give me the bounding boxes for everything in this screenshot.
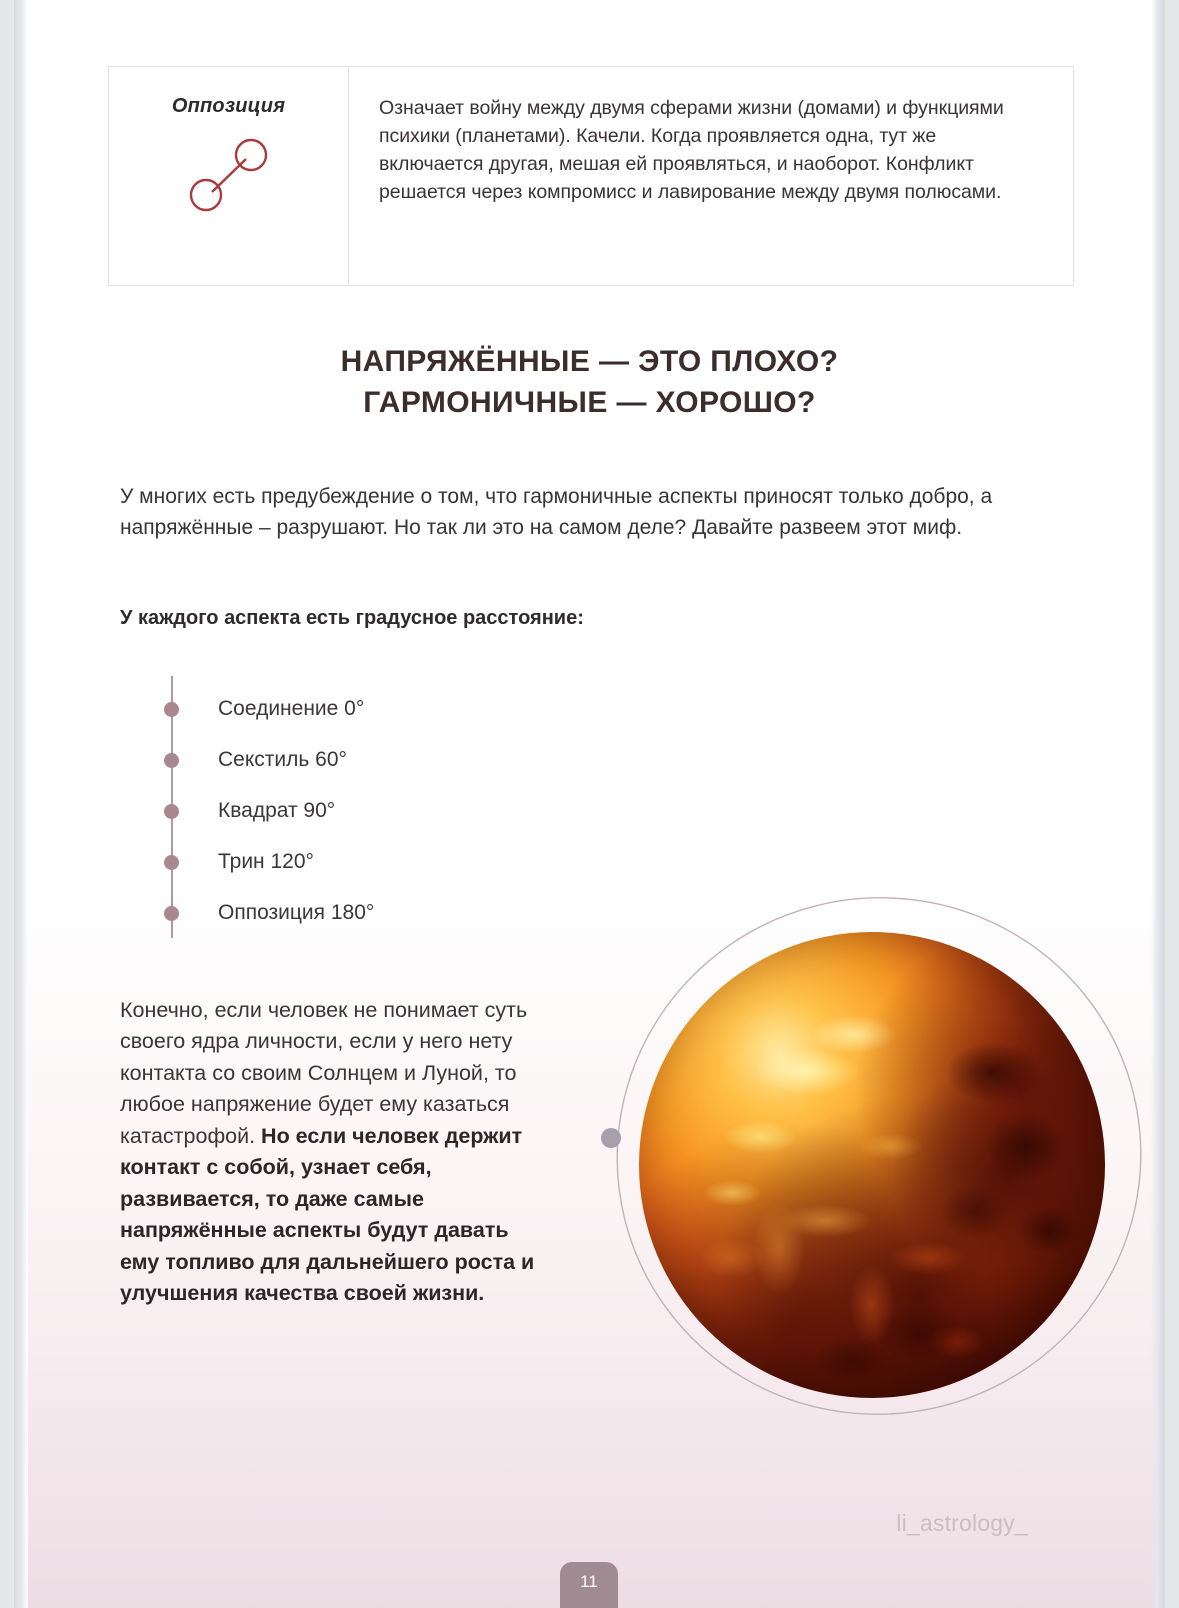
- orbit-dot-left-icon: [601, 1128, 621, 1148]
- timeline-dot-icon: [164, 855, 179, 870]
- page-title-line-2: ГАРМОНИЧНЫЕ — ХОРОШО?: [363, 385, 816, 419]
- timeline-dot-icon: [164, 753, 179, 768]
- page-sheet: [14, 0, 1165, 1608]
- aspect-name-cell: [109, 67, 349, 285]
- timeline-item-label: Трин 120°: [218, 850, 314, 873]
- planet-sphere: [639, 932, 1105, 1398]
- page-number-badge: 11: [560, 1562, 618, 1608]
- aspect-name-label: Оппозиция: [171, 95, 286, 117]
- timeline-dot-icon: [164, 804, 179, 819]
- page-right-edge-shadow: [1151, 0, 1165, 1608]
- degrees-subheading: У каждого аспекта есть градусное расстояние:: [120, 607, 584, 629]
- intro-paragraph: У многих есть предубеждение о том, что гармоничные аспекты приносят только добро, а напряжённые – разрушают. Но так ли это на самом деле? Давайте развеем этот миф.: [120, 485, 993, 540]
- aspect-degrees-timeline: [154, 676, 574, 944]
- timeline-item-label: Квадрат 90°: [218, 799, 336, 822]
- page-left-edge-shadow: [14, 0, 28, 1608]
- closing-paragraph-bold: Но если человек держит контакт с собой, узнает себя, развивается, то даже самые напряжённые аспекты будут давать ему топливо для дальнейшего роста и улучшения качества своей жизни.: [120, 1123, 535, 1306]
- aspect-description-cell: [349, 67, 1073, 285]
- opposition-symbol-icon: [109, 135, 348, 213]
- timeline-item-label: Соединение 0°: [218, 697, 365, 720]
- timeline-item-label: Оппозиция 180°: [218, 901, 375, 924]
- page-title-line-1: НАПРЯЖЁННЫЕ — ЭТО ПЛОХО?: [340, 345, 839, 378]
- lava-planet-illustration: [579, 880, 1149, 1420]
- aspect-description-text: Означает войну между двумя сферами жизни (домами) и функциями психики (планетами). Качели. Когда проявляется одна, тут же включается другая, мешая ей проявляться, и наоборот. Конфликт решается через компромисс и лавирование между двумя полюсами.: [379, 97, 1004, 203]
- page-title: [14, 342, 1165, 424]
- timeline-item-label: Секстиль 60°: [218, 748, 347, 771]
- watermark-text: li_astrology_: [896, 1510, 1028, 1536]
- aspect-definition-table: [108, 66, 1074, 286]
- timeline-dot-icon: [164, 906, 179, 921]
- closing-paragraph: [120, 995, 550, 1310]
- closing-paragraph-plain: Конечно, если человек не понимает суть своего ядра личности, если у него нету контакта со своим Солнцем и Луной, то любое напряжение будет ему казаться катастрофой.: [120, 998, 528, 1148]
- timeline-dot-icon: [164, 702, 179, 717]
